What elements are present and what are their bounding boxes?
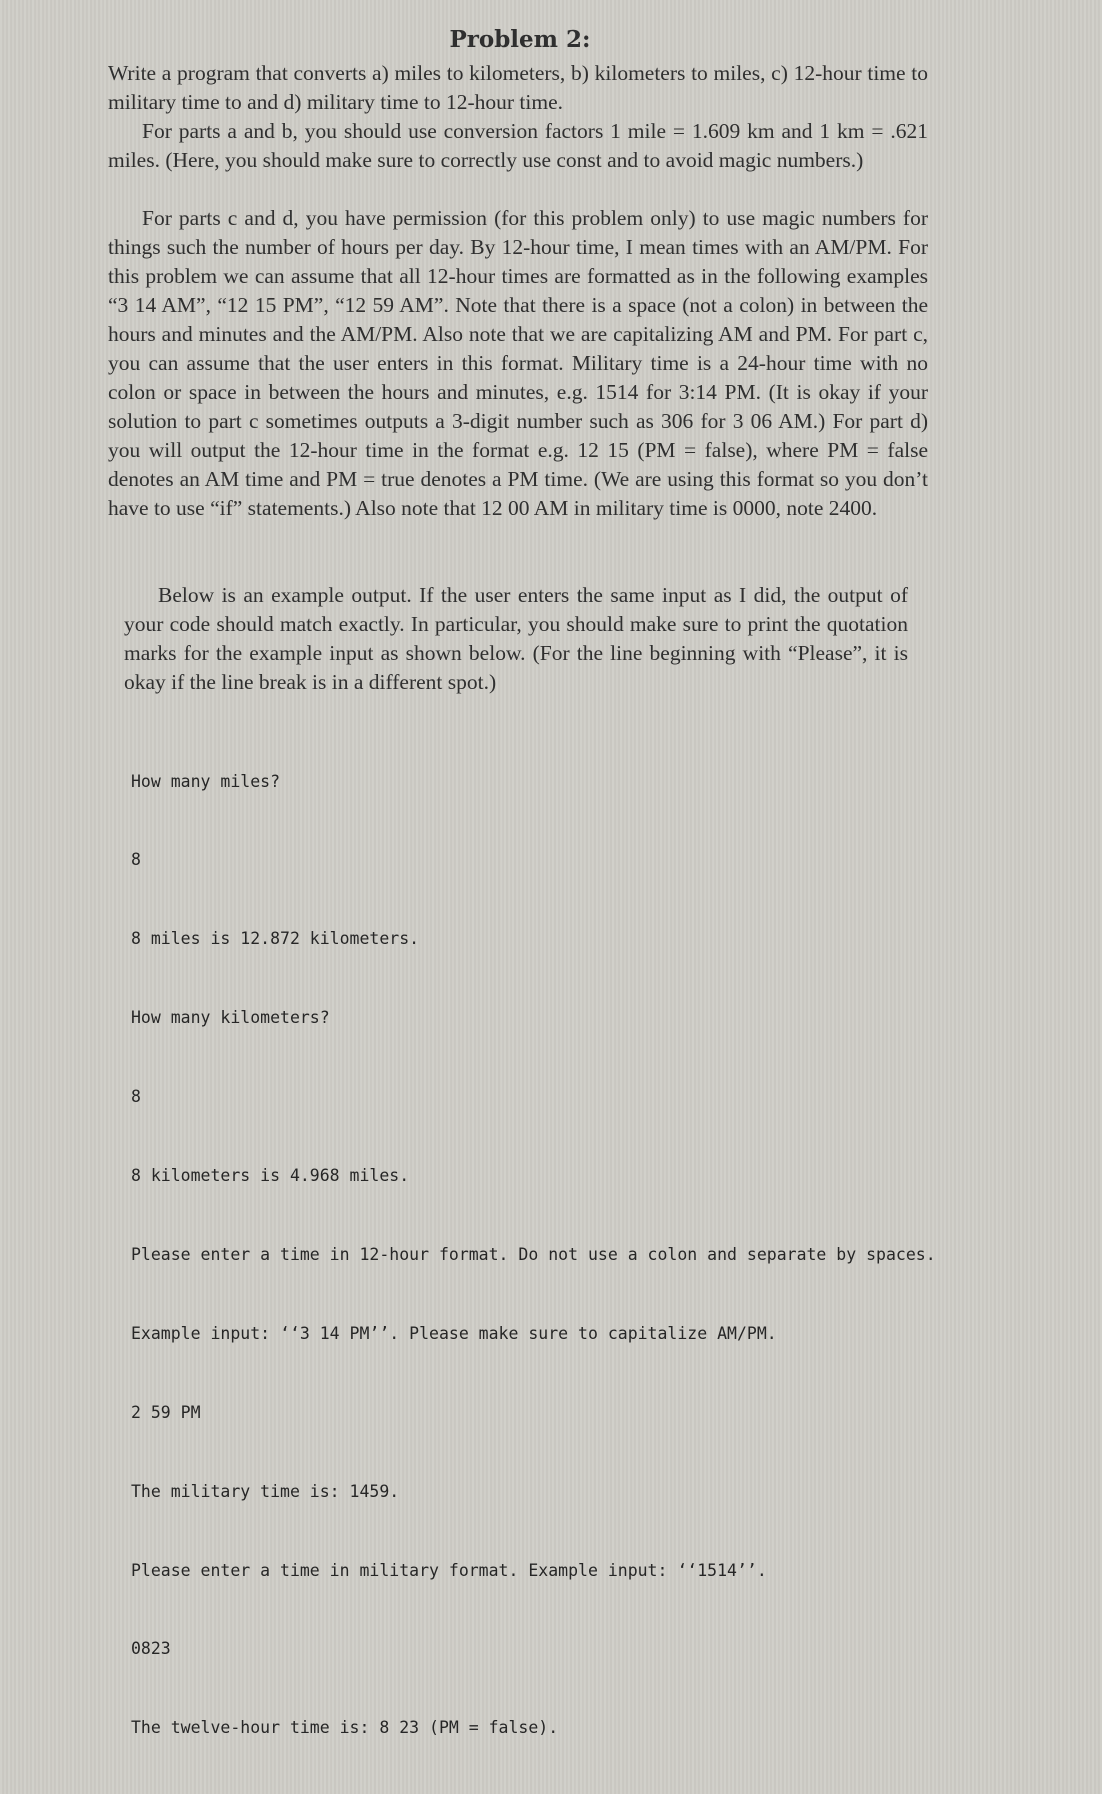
output-line: Please enter a time in military format. Example input: ‘‘1514’’. <box>131 1560 767 1580</box>
output-line: Example input: ‘‘3 14 PM’’. Please make sure to capitalize AM/PM. <box>131 1323 777 1343</box>
output-line: How many kilometers? <box>131 1008 330 1028</box>
output-line: 8 miles is 12.872 kilometers. <box>131 929 420 949</box>
paragraph-intro: Write a program that converts a) miles to kilometers, b) kilometers to miles, c) 12-hour time to military time to and d) military time to 12-hour time. <box>108 61 928 114</box>
paragraph-conversion-factors: For parts a and b, you should use conversion factors 1 mile = 1.609 km and 1 km = .621 miles. (Here, you should make sure to correctly use const and to avoid magic numbers.) <box>108 119 928 172</box>
output-line: How many miles? <box>131 771 281 791</box>
output-line: 8 <box>131 850 141 870</box>
paragraph-time-formats: For parts c and d, you have permission (for this problem only) to use magic numbers for things such the number of hours per day. By 12-hour time, I mean times with an AM/PM. For this problem we can assume that all 12-hour times are formatted as in the following examples “3 14 AM”, “12 15 PM”, “12 59 AM”. Note that there is a space (not a colon) in between the hours and minutes and the AM/PM. Also note that we are capitalizing AM and PM. For part c, you can assume that the user enters in this format. Military time is a 24-hour time with no colon or space in between the hours and minutes, e.g. 1514 for 3:14 PM. (It is okay if your solution to part c sometimes outputs a 3-digit number such as 306 for 3 06 AM.) For part d) you will output the 12-hour time in the format e.g. 12 15 (PM = false), where PM = false denotes an AM time and PM = true denotes a PM time. (We are using this format so you don’t have to use “if” statements.) Also note that 12 00 AM in military time is 0000, note 2400. <box>108 206 928 520</box>
problem-title: Problem 2: <box>449 26 591 53</box>
output-line: 8 kilometers is 4.968 miles. <box>131 1166 410 1186</box>
output-line: 8 <box>131 1087 141 1107</box>
paragraph-example-note: Below is an example output. If the user enters the same input as I did, the output of your code should match exactly. In particular, you should make sure to print the quotation marks for the example input as shown below. (For the line beginning with “Please”, it is okay if the line break is in a different spot.) <box>124 583 908 694</box>
output-line: The twelve-hour time is: 8 23 (PM = false). <box>131 1718 559 1738</box>
output-line: The military time is: 1459. <box>131 1481 400 1501</box>
output-line: 2 59 PM <box>131 1402 201 1422</box>
example-output-block <box>131 716 936 1794</box>
output-line: Please enter a time in 12-hour format. Do not use a colon and separate by spaces. <box>131 1244 936 1264</box>
output-line: 0823 <box>131 1639 171 1659</box>
